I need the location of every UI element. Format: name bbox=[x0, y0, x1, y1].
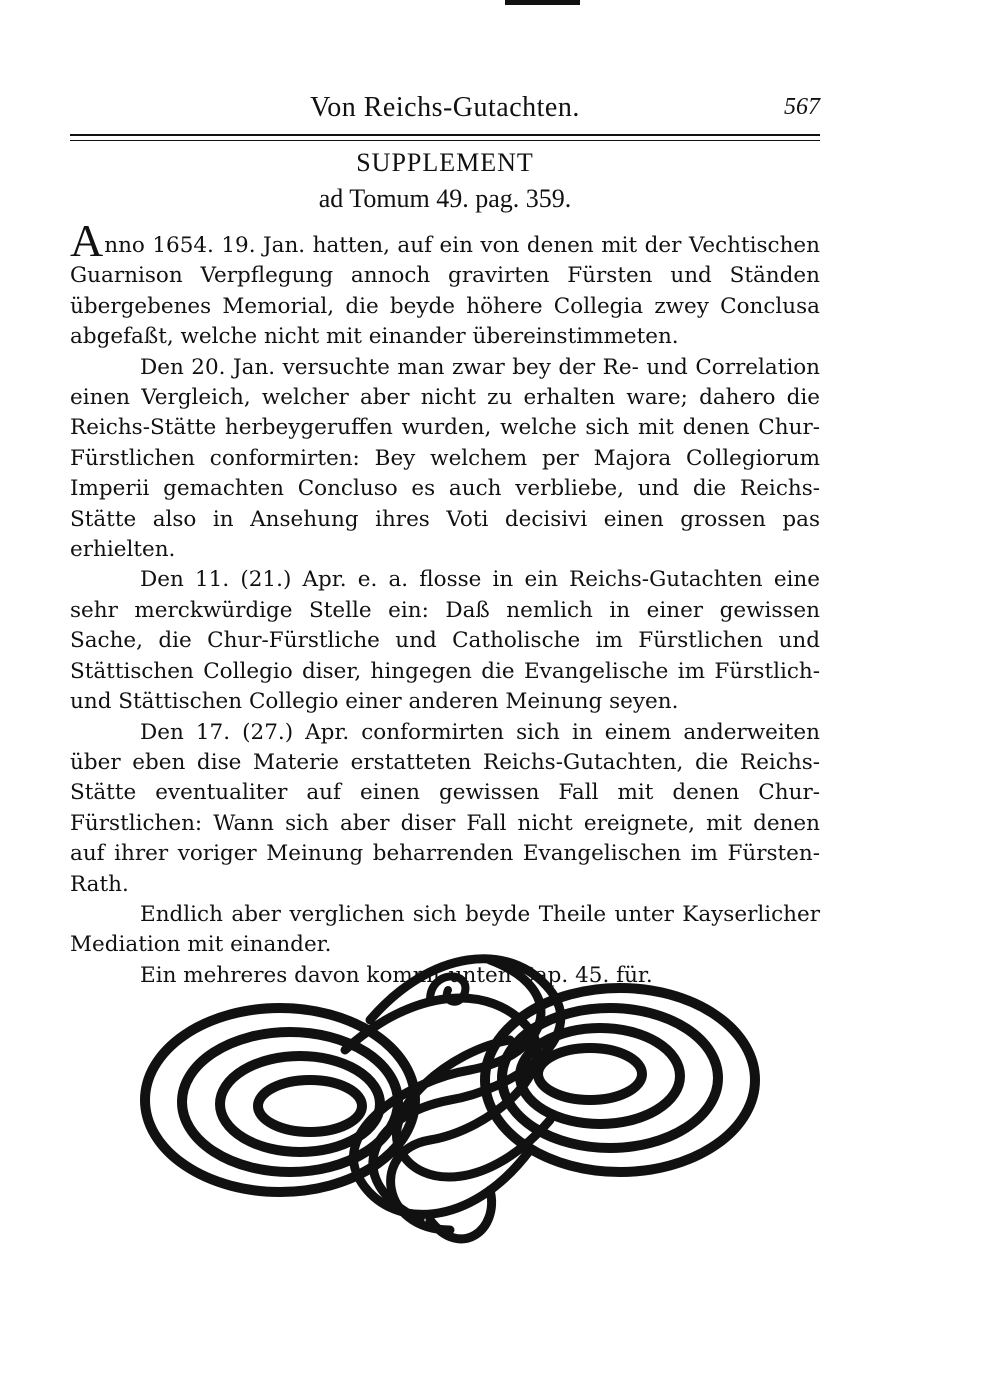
supplement-subtitle: ad Tomum 49. pag. 359. bbox=[318, 184, 572, 213]
paragraph: Endlich aber verglichen sich beyde Theile unter Kayserlicher Mediation mit einander. bbox=[70, 901, 820, 958]
paragraph: Den 20. Jan. versuchte man zwar bey der Re- und Correlation einen Vergleich, welcher aber nicht zu erhalten ware; dahero die Reichs-Stätte herbeygeruffen wurden, welche sich mit denen Chur-Fürstlichen conformirten: Bey welchem per Majora Collegiorum Imperii gemachten Concluso es auch verbliebe, und die Reichs-Stätte also in Ansehung ihres Voti decisivi einen grossen pas erhielten. bbox=[70, 354, 820, 563]
page-number: 567 bbox=[784, 94, 820, 120]
top-edge-mark bbox=[505, 0, 580, 5]
body-text bbox=[70, 215, 820, 991]
running-header bbox=[70, 92, 820, 132]
drop-cap: A bbox=[70, 215, 104, 266]
paragraph-text: nno 1654. 19. Jan. hatten, auf ein von denen mit der Vechtischen Guarnison Verpflegung annoch gravirten Fürsten und Ständen übergebenes Memorial, die beyde höhere Collegia zwey Conclusa abgefaßt, welche nicht mit einander übereinstimmeten. bbox=[70, 233, 820, 350]
running-title: Von Reichs-Gutachten. bbox=[310, 92, 580, 123]
paragraph bbox=[70, 215, 820, 353]
calligraphic-knot-ornament-icon bbox=[130, 930, 770, 1250]
paragraph: Den 17. (27.) Apr. conformirten sich in einem anderweiten über eben dise Materie erstatteten Reichs-Gutachten, die Reichs-Stätte eventualiter auf einen gewissen Fall mit denen Chur-Fürstlichen: Wann sich aber diser Fall nicht ereignete, mit denen auf ihrer voriger Meinung beharrenden Evangelischen im Fürsten-Rath. bbox=[70, 719, 820, 897]
header-rule bbox=[70, 134, 820, 141]
supplement-title: SUPPLEMENT bbox=[356, 148, 534, 177]
paragraph: Den 11. (21.) Apr. e. a. flosse in ein Reichs-Gutachten eine sehr merckwürdige Stelle ein: Daß nemlich in einer gewissen Sache, die Chur-Fürstliche und Catholische im Fürstlichen und Stättischen Collegio diser, hingegen die Evangelische im Fürstlich- und Stättischen Collegio einer anderen Meinung seyen. bbox=[70, 567, 820, 715]
paragraph: Ein mehreres davon kommt unten Cap. 45. für. bbox=[140, 962, 653, 988]
